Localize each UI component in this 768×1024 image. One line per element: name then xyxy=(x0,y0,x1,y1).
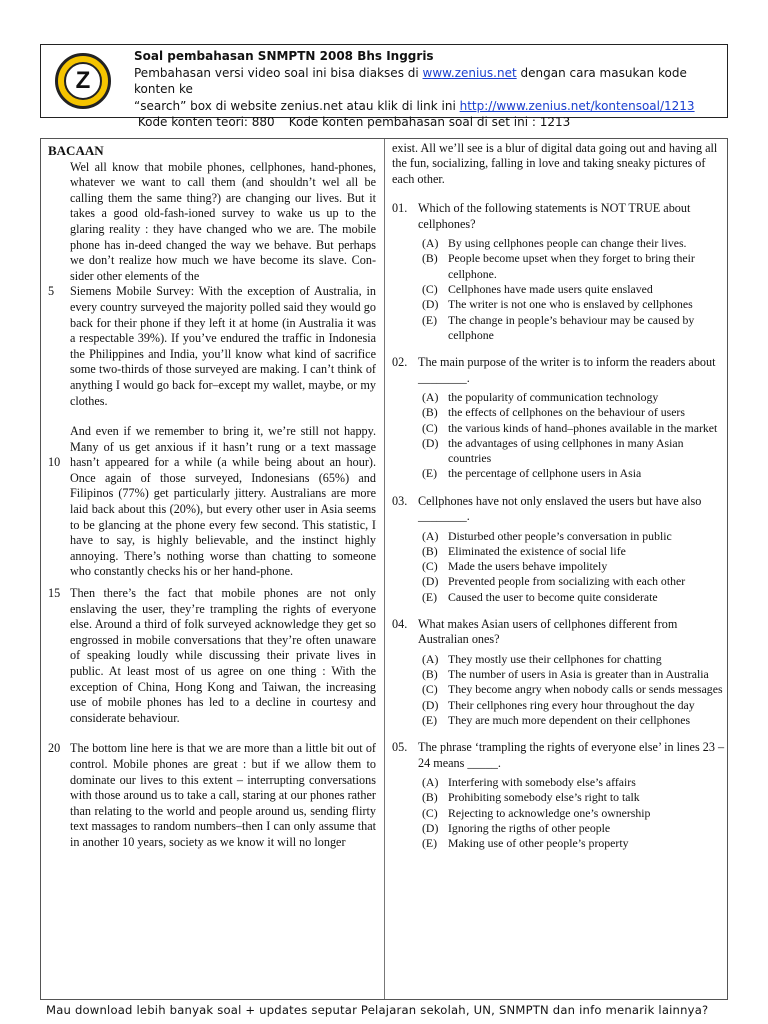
option-letter: (E) xyxy=(422,312,438,327)
question-stem xyxy=(392,740,727,771)
line-number: 15 xyxy=(48,586,61,601)
question-text: What makes Asian users of cellphones different from Australian ones? xyxy=(418,617,678,647)
paragraph-text: Wel all know that mobile phones, cellphones, hand-phones, whatever we want to call them (and shouldn’t wel all be calling them the same thing?) are changing our lives. But it takes a good old-fash-ioned survey to wake us up to the glaring reality : they have changed who we are. The mobile phone has in-deed changed the way we behave. But perhaps we don’t realize how much we have become its slave. Con-sider other elements of the xyxy=(70,159,376,283)
option-letter: (D) xyxy=(422,574,439,589)
header-line-3 xyxy=(134,98,724,115)
option-letter: (C) xyxy=(422,281,438,296)
option-letter: (C) xyxy=(422,420,438,435)
reading-paragraph xyxy=(48,586,376,726)
header-line-2-post: dengan cara masukan kode konten ke xyxy=(134,65,687,96)
question-item xyxy=(392,494,727,605)
answer-option[interactable] xyxy=(422,667,727,682)
answer-options xyxy=(392,236,727,343)
question-item xyxy=(392,355,727,482)
option-text: Making use of other people’s property xyxy=(448,836,629,851)
option-text: Prohibiting somebody else’s right to talk xyxy=(448,790,640,805)
question-number: 02. xyxy=(392,355,408,370)
option-letter: (D) xyxy=(422,297,439,312)
question-stem xyxy=(392,355,727,386)
footer-promo: Mau download lebih banyak soal + updates seputar Pelajaran sekolah, UN, SNMPTN dan info menarik lainnya? xyxy=(46,1003,709,1017)
answer-option[interactable] xyxy=(422,529,727,544)
answer-option[interactable] xyxy=(422,421,727,436)
answer-option[interactable] xyxy=(422,682,727,697)
option-text: People become upset when they forget to bring their cellphone. xyxy=(448,251,695,281)
answer-options xyxy=(392,529,727,605)
option-text: They mostly use their cellphones for chatting xyxy=(448,651,662,666)
option-letter: (A) xyxy=(422,775,439,790)
question-text: The main purpose of the writer is to inform the readers about ________. xyxy=(418,355,716,385)
reading-paragraph xyxy=(48,284,376,409)
reading-label: BACAAN xyxy=(48,143,104,158)
line-number: 20 xyxy=(48,741,61,756)
question-item xyxy=(392,201,727,343)
header-line-3-pre: “search” box di website zenius.net atau klik di link ini xyxy=(134,98,460,113)
option-text: the percentage of cellphone users in Asia xyxy=(448,466,642,481)
option-text: the advantages of using cellphones in many Asian countries xyxy=(448,435,684,466)
answer-options xyxy=(392,390,727,482)
question-number: 05. xyxy=(392,740,408,755)
option-letter: (E) xyxy=(422,466,438,481)
answer-option[interactable] xyxy=(422,251,727,282)
reading-paragraph xyxy=(48,160,376,285)
question-list xyxy=(392,201,727,851)
header-line-2 xyxy=(134,65,724,98)
option-text: the various kinds of hand–phones available in the market xyxy=(448,420,718,435)
answer-option[interactable] xyxy=(422,236,727,251)
question-stem xyxy=(392,494,727,525)
option-text: Cellphones have made users quite enslaved xyxy=(448,281,653,296)
answer-option[interactable] xyxy=(422,574,727,589)
zenius-site-link[interactable]: www.zenius.net xyxy=(422,65,517,80)
code-theory: Kode konten teori: 880 xyxy=(137,115,275,129)
option-text: The writer is not one who is enslaved by cellphones xyxy=(448,297,693,312)
answer-option[interactable] xyxy=(422,836,727,851)
paragraph-text: Siemens Mobile Survey: With the exception of Australia, in every country surveyed the majority polled said they would go back for their phone if they left it at home (in Australia it was a respectable 39%). If you’ve endured the traffic in Indonesia the Philippines and India, you’ll know what kind of sacrifice some two-thirds of those surveyed are making. I can’t think of anything I would go back for–except my wallet, maybe, or my clothes. xyxy=(70,284,376,408)
code-discussion: Kode konten pembahasan soal di set ini : 1213 xyxy=(288,115,571,129)
column-divider xyxy=(384,139,385,999)
option-text: They are much more dependent on their cellphones xyxy=(448,713,691,727)
option-letter: (B) xyxy=(422,543,438,558)
paragraph-text: And even if we remember to bring it, we’re still not happy. Many of us get anxious if it hasn’t rung or a text massage hasn’t appeared for a while (a while being about an hour). Once again of those surveyed, Indonesians (65%) and Filipinos (77%) get particularly jittery. Australians are more laid back about this (20%), but every other user in Asia seems to be glancing at the phone every few second. This statistic, I have to say, is highly believable, and the instinct highly annoying. There’s nothing worse than chatting to someone who constantly checks his or her hand-phone. xyxy=(70,424,376,579)
option-text: Disturbed other people’s conversation in public xyxy=(448,528,672,543)
option-letter: (B) xyxy=(422,251,438,266)
content-codes xyxy=(134,114,724,131)
header-line-2-pre: Pembahasan versi video soal ini bisa diakses di xyxy=(134,65,423,80)
option-letter: (C) xyxy=(422,559,438,574)
answer-option[interactable] xyxy=(422,790,727,805)
header-box xyxy=(40,44,728,129)
option-letter: (D) xyxy=(422,821,439,835)
answer-options xyxy=(392,775,727,851)
question-stem xyxy=(392,201,727,232)
answer-option[interactable] xyxy=(422,559,727,574)
answer-option[interactable] xyxy=(422,821,727,836)
questions-column xyxy=(392,141,727,864)
question-number: 03. xyxy=(392,493,408,508)
option-letter: (A) xyxy=(422,651,439,666)
answer-option[interactable] xyxy=(422,806,727,821)
question-text: The phrase ‘trampling the rights of everyone else’ in lines 23 – 24 means _____. xyxy=(418,740,725,770)
option-text: The number of users in Asia is greater than in Australia xyxy=(448,667,709,682)
answer-option[interactable] xyxy=(422,313,727,344)
option-letter: (E) xyxy=(422,589,438,604)
line-number: 10 xyxy=(48,455,61,470)
zenius-logo xyxy=(55,53,111,109)
answer-option[interactable] xyxy=(422,390,727,405)
option-text: Made the users behave impolitely xyxy=(448,559,608,574)
answer-option[interactable] xyxy=(422,713,727,728)
option-letter: (B) xyxy=(422,405,438,420)
reading-continuation: exist. All we’ll see is a blur of digital data going out and having all the fun, socializing, falling in love and taking sneaky pictures of each other. xyxy=(392,141,718,186)
question-item xyxy=(392,740,727,851)
option-letter: (B) xyxy=(422,667,438,682)
option-letter: (D) xyxy=(422,435,439,450)
option-text: Interfering with somebody else’s affairs xyxy=(448,775,636,790)
reading-paragraph xyxy=(48,424,376,580)
option-letter: (A) xyxy=(422,236,439,251)
option-letter: (E) xyxy=(422,836,438,851)
option-text: Eliminated the existence of social life xyxy=(448,543,626,558)
option-text: Their cellphones ring every hour throughout the day xyxy=(448,697,695,712)
answer-option[interactable] xyxy=(422,698,727,713)
option-letter: (B) xyxy=(422,790,438,805)
document-title: Soal pembahasan SNMPTN 2008 Bhs Inggris xyxy=(134,49,434,63)
option-text: They become angry when nobody calls or sends messages xyxy=(448,682,723,697)
reading-column xyxy=(48,143,376,851)
line-number: 5 xyxy=(48,284,55,299)
option-letter: (A) xyxy=(422,528,439,543)
option-letter: (C) xyxy=(422,682,438,697)
answer-option[interactable] xyxy=(422,436,727,467)
option-text: Prevented people from socializing with each other xyxy=(448,574,686,589)
kontensoal-link[interactable]: http://www.zenius.net/kontensoal/1213 xyxy=(459,98,695,113)
logo-letter: Z xyxy=(64,62,102,100)
option-text: the popularity of communication technology xyxy=(448,389,659,404)
option-letter: (A) xyxy=(422,389,439,404)
question-stem xyxy=(392,617,727,648)
question-text: Cellphones have not only enslaved the users but have also ________. xyxy=(418,493,702,524)
option-text: Rejecting to acknowledge one’s ownership xyxy=(448,805,651,820)
paragraph-text: Then there’s the fact that mobile phones are not only enslaving the user, they’re trampling the rights of everyone else. Around a third of folk surveyed acknowledge they get so engrossed in mobile conversations that they’re often unaware of speaking loudly while discussing their private lives in public. At least most of us agree on one thing : With the exception of China, Hong Kong and Taiwan, the increasing use of mobile phones has led to a decline in courtesy and considerate behaviour. xyxy=(70,586,376,725)
answer-option[interactable] xyxy=(422,544,727,559)
answer-option[interactable] xyxy=(422,466,727,481)
question-number: 04. xyxy=(392,617,408,631)
option-text: By using cellphones people can change their lives. xyxy=(448,236,687,251)
option-text: Caused the user to become quite considerate xyxy=(448,589,658,604)
answer-option[interactable] xyxy=(422,282,727,297)
paragraph-text: The bottom line here is that we are more than a little bit out of control. Mobile phones are great : but if we allow them to dominate our lives to this extent – interrupting conversations with those around us to take a call, staring at our phones rather than relating to the world and people around us, sending flirty text massages to random numbers–then I can only assume that in another 10 years, society as we know it will no longer xyxy=(70,741,376,849)
reading-paragraph xyxy=(48,741,376,850)
option-text: the effects of cellphones on the behaviour of users xyxy=(448,405,685,420)
question-item xyxy=(392,617,727,728)
answer-option[interactable] xyxy=(422,590,727,605)
question-text: Which of the following statements is NOT TRUE about cellphones? xyxy=(418,201,691,231)
answer-option[interactable] xyxy=(422,652,727,667)
option-letter: (D) xyxy=(422,697,439,712)
option-text: The change in people’s behaviour may be caused by cellphone xyxy=(448,312,695,342)
header-text xyxy=(134,48,724,131)
question-number: 01. xyxy=(392,201,408,216)
answer-option[interactable] xyxy=(422,297,727,312)
option-text: Ignoring the rigths of other people xyxy=(448,821,611,835)
answer-option[interactable] xyxy=(422,775,727,790)
answer-options xyxy=(392,652,727,728)
answer-option[interactable] xyxy=(422,405,727,420)
option-letter: (C) xyxy=(422,805,438,820)
option-letter: (E) xyxy=(422,713,438,727)
